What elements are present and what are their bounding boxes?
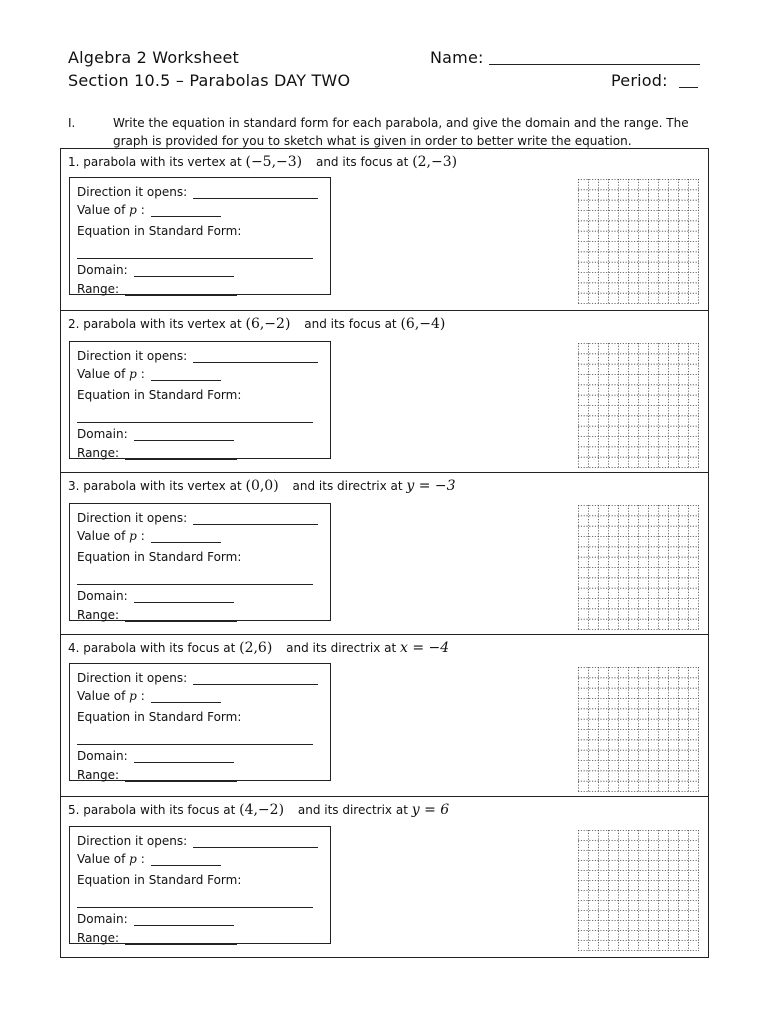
instructions-number: I. <box>68 116 76 130</box>
value-of-label: Value of <box>77 367 126 381</box>
range-label: Range: <box>77 931 120 945</box>
problem-2 <box>60 310 709 473</box>
equation-label: Equation in Standard Form: <box>77 224 242 238</box>
problem-text: parabola with its vertex at <box>83 155 242 169</box>
domain-field[interactable] <box>134 590 234 603</box>
colon: : <box>140 203 145 217</box>
domain-label: Domain: <box>77 589 128 603</box>
problem-value: (2,−3) <box>412 154 458 170</box>
problem-number: 5. <box>68 803 80 817</box>
p-symbol: p <box>129 689 137 703</box>
domain-label: Domain: <box>77 263 128 277</box>
graph-grid-2[interactable] <box>578 343 699 468</box>
problem-value: (−5,−3) <box>245 154 303 170</box>
direction-label: Direction it opens: <box>77 834 188 848</box>
value-of-label: Value of <box>77 203 126 217</box>
problem-text: and its directrix at <box>286 641 397 655</box>
p-value-field[interactable] <box>151 368 221 381</box>
range-label: Range: <box>77 768 120 782</box>
range-field[interactable] <box>125 447 237 460</box>
problem-value: (6,−2) <box>245 316 291 332</box>
problem-number: 1. <box>68 155 80 169</box>
equation-label: Equation in Standard Form: <box>77 710 242 724</box>
problem-number: 3. <box>68 479 80 493</box>
direction-label: Direction it opens: <box>77 671 188 685</box>
problem-value: (4,−2) <box>239 802 285 818</box>
direction-label: Direction it opens: <box>77 185 188 199</box>
p-symbol: p <box>129 203 137 217</box>
problem-value: (0,0) <box>245 478 279 494</box>
p-value-field[interactable] <box>151 690 221 703</box>
direction-label: Direction it opens: <box>77 349 188 363</box>
period-label: Period: <box>611 71 668 90</box>
problem-1-title <box>68 154 457 170</box>
domain-field[interactable] <box>134 428 234 441</box>
domain-label: Domain: <box>77 749 128 763</box>
section-title: Section 10.5 – Parabolas DAY TWO <box>68 71 351 90</box>
domain-field[interactable] <box>134 264 234 277</box>
problem-5 <box>60 796 709 958</box>
direction-field[interactable] <box>193 512 318 525</box>
equation-field[interactable] <box>77 584 313 585</box>
answer-box-4 <box>69 663 331 781</box>
problem-value: (2,6) <box>239 640 273 656</box>
p-symbol: p <box>129 367 137 381</box>
problem-5-title <box>68 802 449 818</box>
problem-3-title <box>68 478 456 494</box>
direction-field[interactable] <box>193 835 318 848</box>
instructions-text: Write the equation in standard form for each parabola, and give the domain and the range. The graph is provided for you to sketch what is given in order to better write the equation. <box>113 116 689 148</box>
problem-text: parabola with its focus at <box>83 641 236 655</box>
domain-label: Domain: <box>77 427 128 441</box>
range-label: Range: <box>77 608 120 622</box>
problem-value: x = −4 <box>400 640 450 656</box>
problem-number: 4. <box>68 641 80 655</box>
equation-label: Equation in Standard Form: <box>77 388 242 402</box>
colon: : <box>140 689 145 703</box>
graph-grid-1[interactable] <box>578 179 699 304</box>
problem-number: 2. <box>68 317 80 331</box>
graph-grid-5[interactable] <box>578 830 699 951</box>
colon: : <box>140 852 145 866</box>
p-symbol: p <box>129 529 137 543</box>
problem-4 <box>60 634 709 797</box>
p-symbol: p <box>129 852 137 866</box>
p-value-field[interactable] <box>151 530 221 543</box>
problem-text: and its focus at <box>304 317 397 331</box>
graph-grid-4[interactable] <box>578 667 699 792</box>
value-of-label: Value of <box>77 689 126 703</box>
problem-text: and its focus at <box>315 155 409 169</box>
range-field[interactable] <box>125 609 237 622</box>
equation-field[interactable] <box>77 907 313 908</box>
range-field[interactable] <box>125 932 237 945</box>
answer-box-5 <box>69 826 331 944</box>
name-label: Name: <box>430 48 484 67</box>
domain-label: Domain: <box>77 912 128 926</box>
range-label: Range: <box>77 446 120 460</box>
equation-label: Equation in Standard Form: <box>77 873 242 887</box>
answer-box-2 <box>69 341 331 459</box>
name-field[interactable] <box>489 64 700 65</box>
direction-field[interactable] <box>193 186 318 199</box>
problem-value: (6,−4) <box>400 316 446 332</box>
answer-box-1 <box>69 177 331 295</box>
value-of-label: Value of <box>77 529 126 543</box>
equation-label: Equation in Standard Form: <box>77 550 242 564</box>
range-label: Range: <box>77 282 120 296</box>
problem-3 <box>60 472 709 635</box>
equation-field[interactable] <box>77 422 313 423</box>
problem-text: and its directrix at <box>297 803 408 817</box>
graph-grid-3[interactable] <box>578 505 699 630</box>
problem-4-title <box>68 640 449 656</box>
p-value-field[interactable] <box>151 853 221 866</box>
problem-value: y = −3 <box>406 478 456 494</box>
domain-field[interactable] <box>134 750 234 763</box>
range-field[interactable] <box>125 283 237 296</box>
problem-2-title <box>68 316 445 332</box>
p-value-field[interactable] <box>151 204 221 217</box>
problem-text: and its directrix at <box>292 479 403 493</box>
problem-text: parabola with its vertex at <box>83 317 242 331</box>
problem-text: parabola with its vertex at <box>83 479 242 493</box>
colon: : <box>140 367 145 381</box>
value-of-label: Value of <box>77 852 126 866</box>
direction-field[interactable] <box>193 350 318 363</box>
domain-field[interactable] <box>134 913 234 926</box>
problem-value: y = 6 <box>411 802 450 818</box>
direction-field[interactable] <box>193 672 318 685</box>
direction-label: Direction it opens: <box>77 511 188 525</box>
equation-field[interactable] <box>77 258 313 259</box>
problem-1 <box>60 148 709 311</box>
equation-field[interactable] <box>77 744 313 745</box>
colon: : <box>140 529 145 543</box>
period-field[interactable] <box>679 87 698 88</box>
worksheet-title: Algebra 2 Worksheet <box>68 48 240 67</box>
answer-box-3 <box>69 503 331 621</box>
problem-text: parabola with its focus at <box>83 803 236 817</box>
range-field[interactable] <box>125 769 237 782</box>
